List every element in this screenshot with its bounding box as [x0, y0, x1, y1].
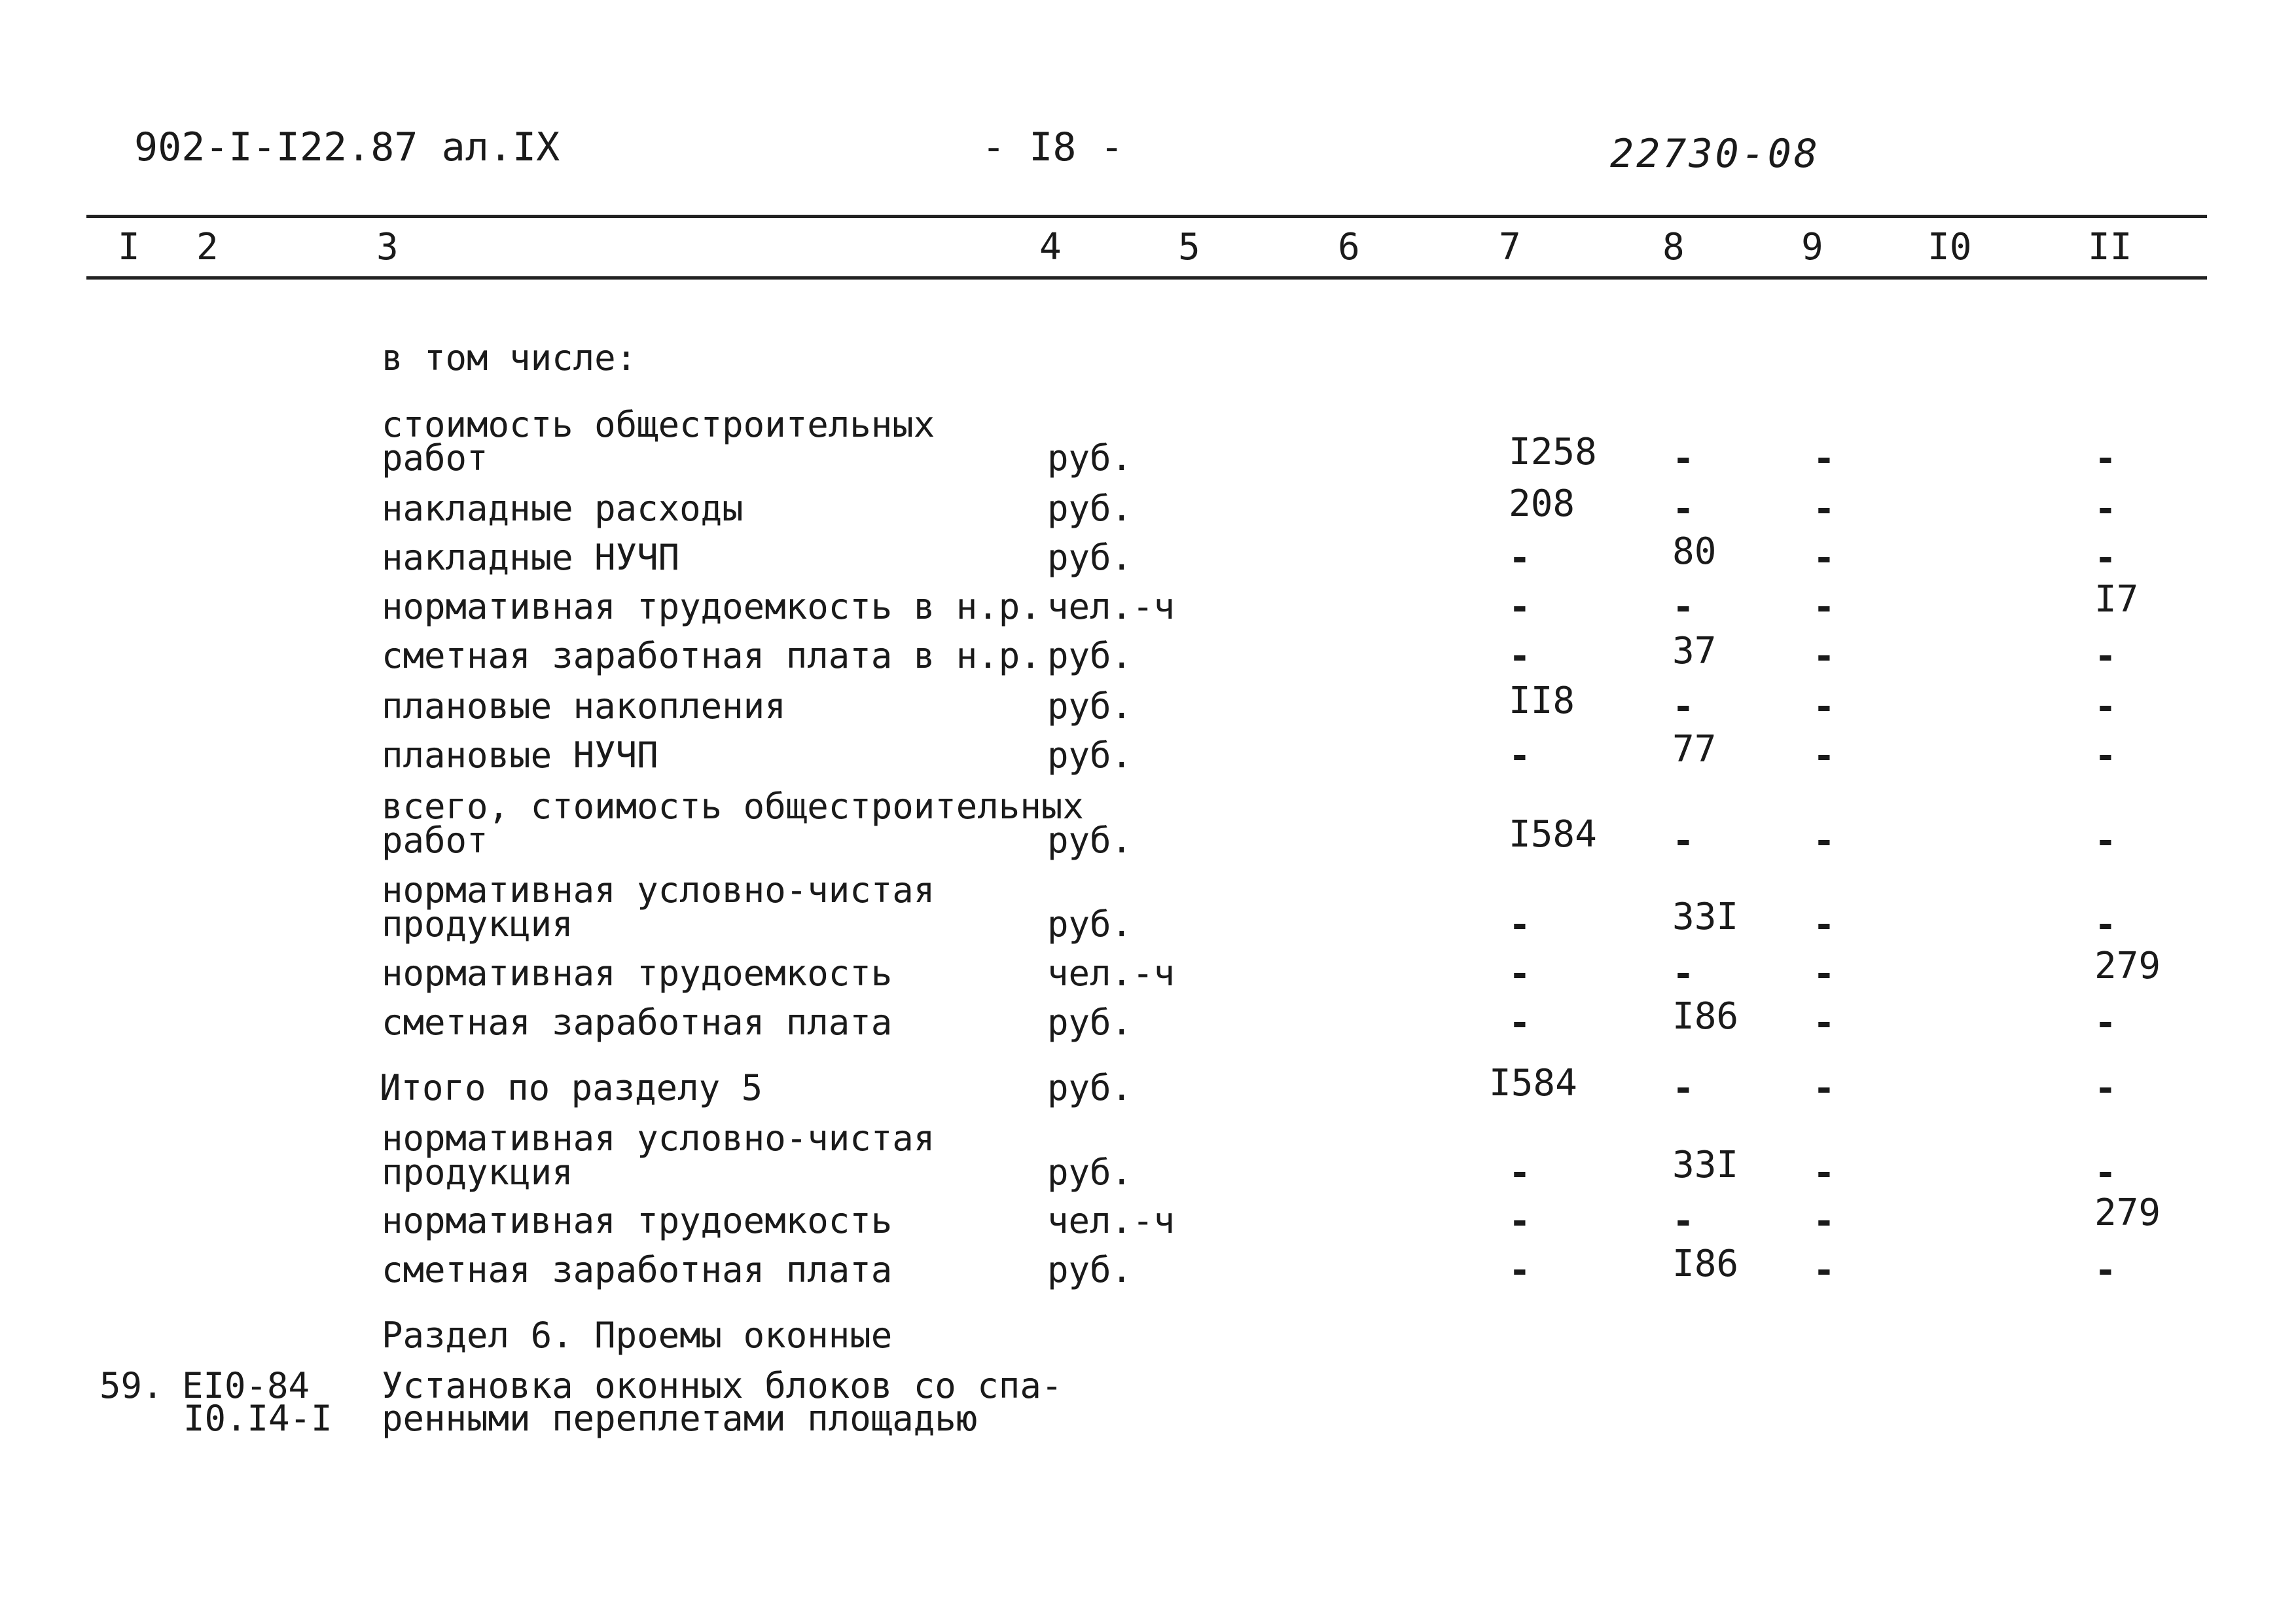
row-col7: I584 — [1509, 813, 1597, 856]
row-label: работ — [382, 820, 488, 861]
column-header: 4 — [1039, 226, 1062, 268]
row-col8: 33I — [1672, 896, 1739, 938]
row-label: стоимость общестроительных — [382, 404, 935, 445]
row-col9: - — [1813, 537, 1835, 579]
row-col9: - — [1813, 1200, 1835, 1243]
row-col7: - — [1509, 1249, 1531, 1292]
row-col9: - — [1813, 903, 1835, 946]
row-unit: руб. — [1047, 488, 1133, 529]
row-col9: - — [1813, 437, 1835, 480]
row-col7: - — [1509, 1002, 1531, 1044]
row-unit: руб. — [1047, 903, 1133, 945]
row-unit: руб. — [1047, 735, 1133, 776]
row-col11: - — [2094, 1002, 2117, 1044]
row-col7: - — [1509, 586, 1531, 629]
row-col8: I86 — [1672, 1243, 1739, 1285]
row-label: накладные НУЧП — [382, 537, 680, 578]
row-col8: 80 — [1672, 530, 1717, 573]
item-code: I0.I4-I — [183, 1398, 332, 1439]
row-col11: 279 — [2094, 945, 2161, 987]
row-col11: - — [2094, 488, 2117, 530]
row-col7: - — [1509, 537, 1531, 579]
row-col7: - — [1509, 1152, 1531, 1194]
row-col8: 37 — [1672, 630, 1717, 672]
row-label: нормативная трудоемкость в н.р. — [382, 586, 1041, 627]
row-unit: руб. — [1047, 437, 1133, 479]
row-col11: - — [2094, 1152, 2117, 1194]
column-header: 3 — [376, 226, 399, 268]
row-col9: - — [1813, 1002, 1835, 1044]
row-col8: I86 — [1672, 995, 1739, 1038]
row-col9: - — [1813, 1067, 1835, 1110]
row-unit: чел.-ч — [1047, 1200, 1175, 1241]
row-label: плановые НУЧП — [382, 735, 658, 776]
row-col7: - — [1509, 903, 1531, 946]
row-col11: - — [2094, 820, 2117, 862]
row-col11: - — [2094, 735, 2117, 777]
row-col9: - — [1813, 735, 1835, 777]
table-top-rule — [86, 215, 2207, 218]
row-label: нормативная условно-чистая — [382, 869, 935, 911]
table-header-rule — [86, 276, 2207, 280]
row-unit: чел.-ч — [1047, 586, 1175, 627]
intro-text: в том числе: — [382, 337, 637, 378]
column-header: 2 — [196, 226, 219, 268]
item-code: EI0-84 — [182, 1365, 310, 1406]
row-col7: - — [1509, 1200, 1531, 1243]
column-header: 7 — [1499, 226, 1521, 268]
row-unit: руб. — [1047, 1002, 1133, 1043]
row-col11: - — [2094, 685, 2117, 728]
row-col8: 77 — [1672, 728, 1717, 771]
row-col7: - — [1509, 735, 1531, 777]
row-label: нормативная условно-чистая — [382, 1118, 935, 1159]
row-col7: - — [1509, 635, 1531, 678]
row-col7: 208 — [1509, 483, 1575, 525]
row-label: работ — [382, 437, 488, 479]
document-code: 902-I-I22.87 ал.IX — [134, 124, 560, 170]
row-unit: руб. — [1047, 685, 1133, 727]
row-unit: руб. — [1047, 820, 1133, 861]
row-unit: руб. — [1047, 1152, 1133, 1193]
row-col9: - — [1813, 820, 1835, 862]
row-col8: 33I — [1672, 1144, 1739, 1186]
row-col8: - — [1672, 685, 1695, 728]
row-unit: чел.-ч — [1047, 953, 1175, 994]
row-unit: руб. — [1047, 537, 1133, 578]
row-col7: I258 — [1509, 431, 1597, 473]
row-col11: - — [2094, 537, 2117, 579]
row-label: всего, стоимость общестроительных — [382, 786, 1084, 827]
row-label: сметная заработная плата — [382, 1249, 893, 1290]
row-col8: - — [1672, 437, 1695, 480]
row-col11: 279 — [2094, 1192, 2161, 1234]
page-number: - I8 - — [982, 124, 1124, 170]
row-label: сметная заработная плата — [382, 1002, 893, 1043]
row-label: накладные расходы — [382, 488, 744, 529]
column-header: 9 — [1801, 226, 1823, 268]
row-label: нормативная трудоемкость — [382, 953, 893, 994]
row-col9: - — [1813, 953, 1835, 995]
row-unit: руб. — [1047, 1067, 1133, 1108]
row-col11: - — [2094, 1249, 2117, 1292]
row-label: продукция — [382, 1152, 573, 1193]
row-col8: - — [1672, 1200, 1695, 1243]
row-col8: - — [1672, 488, 1695, 530]
row-unit: руб. — [1047, 1249, 1133, 1290]
row-col9: - — [1813, 586, 1835, 629]
row-label: нормативная трудоемкость — [382, 1200, 893, 1241]
section-total-label: Итого по разделу 5 — [380, 1067, 763, 1108]
column-header: II — [2088, 226, 2132, 268]
row-col7: II8 — [1509, 680, 1575, 722]
section-title: Раздел 6. Проемы оконные — [382, 1315, 893, 1356]
row-col9: - — [1813, 1152, 1835, 1194]
row-col9: - — [1813, 1249, 1835, 1292]
row-col11: - — [2094, 437, 2117, 480]
row-col8: - — [1672, 953, 1695, 995]
row-col11: - — [2094, 1067, 2117, 1110]
item-number: 59. — [99, 1365, 164, 1406]
item-description: ренными переплетами площадью — [382, 1398, 978, 1439]
document-number: 22730-08 — [1610, 131, 1820, 177]
row-col9: - — [1813, 635, 1835, 678]
row-unit: руб. — [1047, 635, 1133, 676]
row-col11: I7 — [2094, 578, 2139, 621]
row-label: сметная заработная плата в н.р. — [382, 635, 1041, 676]
row-col11: - — [2094, 635, 2117, 678]
row-col11: - — [2094, 903, 2117, 946]
row-col9: - — [1813, 488, 1835, 530]
column-header: I — [118, 226, 140, 268]
column-header: 6 — [1338, 226, 1360, 268]
row-col8: - — [1672, 1067, 1695, 1110]
column-header: I0 — [1928, 226, 1972, 268]
column-header: 5 — [1178, 226, 1200, 268]
item-description: Установка оконных блоков со спа- — [382, 1365, 1063, 1406]
row-label: продукция — [382, 903, 573, 945]
row-col7: I584 — [1489, 1062, 1577, 1104]
row-col9: - — [1813, 685, 1835, 728]
row-col8: - — [1672, 820, 1695, 862]
row-label: плановые накопления — [382, 685, 786, 727]
row-col8: - — [1672, 586, 1695, 629]
row-col7: - — [1509, 953, 1531, 995]
column-header: 8 — [1662, 226, 1685, 268]
